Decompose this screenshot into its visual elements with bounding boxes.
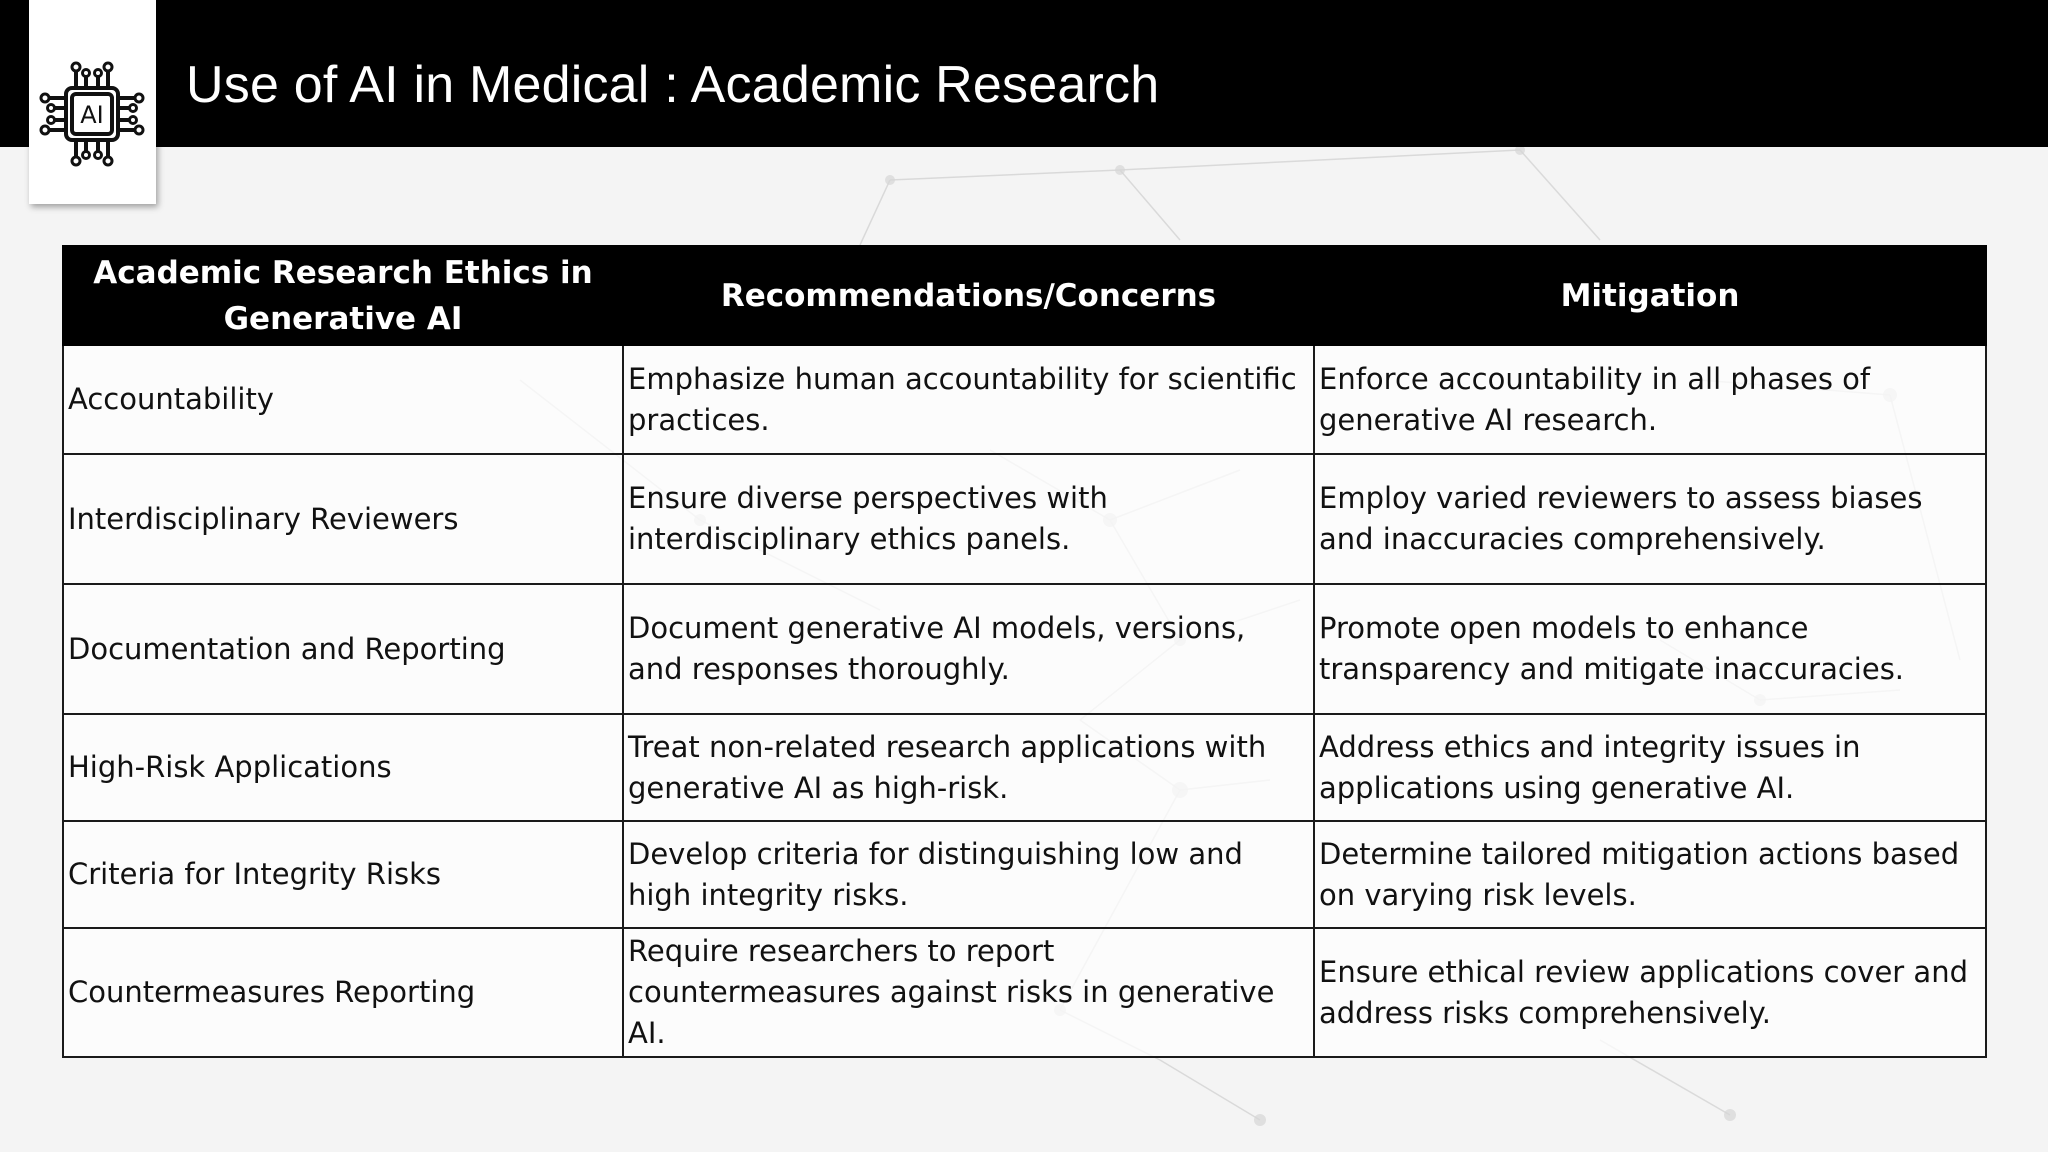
- table-row: [63, 928, 1986, 1057]
- column-header-recommendations: Recommendations/Concerns: [623, 246, 1314, 345]
- category-cell: Accountability: [63, 345, 623, 454]
- recommendation-cell: Require researchers to report countermeasures against risks in generative AI.: [623, 928, 1314, 1057]
- recommendation-cell: Develop criteria for distinguishing low and high integrity risks.: [623, 821, 1314, 928]
- ai-chip-icon: [36, 58, 148, 170]
- table-row: [63, 821, 1986, 928]
- table-row: [63, 584, 1986, 714]
- table-row: [63, 714, 1986, 821]
- category-cell: Criteria for Integrity Risks: [63, 821, 623, 928]
- logo-box: [29, 0, 156, 204]
- recommendation-cell: Ensure diverse perspectives with interdisciplinary ethics panels.: [623, 454, 1314, 584]
- category-cell: Countermeasures Reporting: [63, 928, 623, 1057]
- category-cell: Interdisciplinary Reviewers: [63, 454, 623, 584]
- page-title: Use of AI in Medical : Academic Research: [186, 56, 1160, 114]
- mitigation-cell: Enforce accountability in all phases of generative AI research.: [1314, 345, 1986, 454]
- column-header-category: Academic Research Ethics in Generative AI: [63, 246, 623, 345]
- mitigation-cell: Promote open models to enhance transparency and mitigate inaccuracies.: [1314, 584, 1986, 714]
- table-row: [63, 454, 1986, 584]
- recommendation-cell: Document generative AI models, versions, and responses thoroughly.: [623, 584, 1314, 714]
- recommendation-cell: Treat non-related research applications with generative AI as high-risk.: [623, 714, 1314, 821]
- column-header-mitigation: Mitigation: [1314, 246, 1986, 345]
- table-header-row: [63, 246, 1986, 345]
- mitigation-cell: Address ethics and integrity issues in applications using generative AI.: [1314, 714, 1986, 821]
- ethics-table: [62, 245, 1987, 1058]
- mitigation-cell: Employ varied reviewers to assess biases and inaccuracies comprehensively.: [1314, 454, 1986, 584]
- category-cell: Documentation and Reporting: [63, 584, 623, 714]
- logo-text: AI: [80, 101, 104, 129]
- recommendation-cell: Emphasize human accountability for scientific practices.: [623, 345, 1314, 454]
- category-cell: High-Risk Applications: [63, 714, 623, 821]
- table-row: [63, 345, 1986, 454]
- mitigation-cell: Ensure ethical review applications cover and address risks comprehensively.: [1314, 928, 1986, 1057]
- mitigation-cell: Determine tailored mitigation actions based on varying risk levels.: [1314, 821, 1986, 928]
